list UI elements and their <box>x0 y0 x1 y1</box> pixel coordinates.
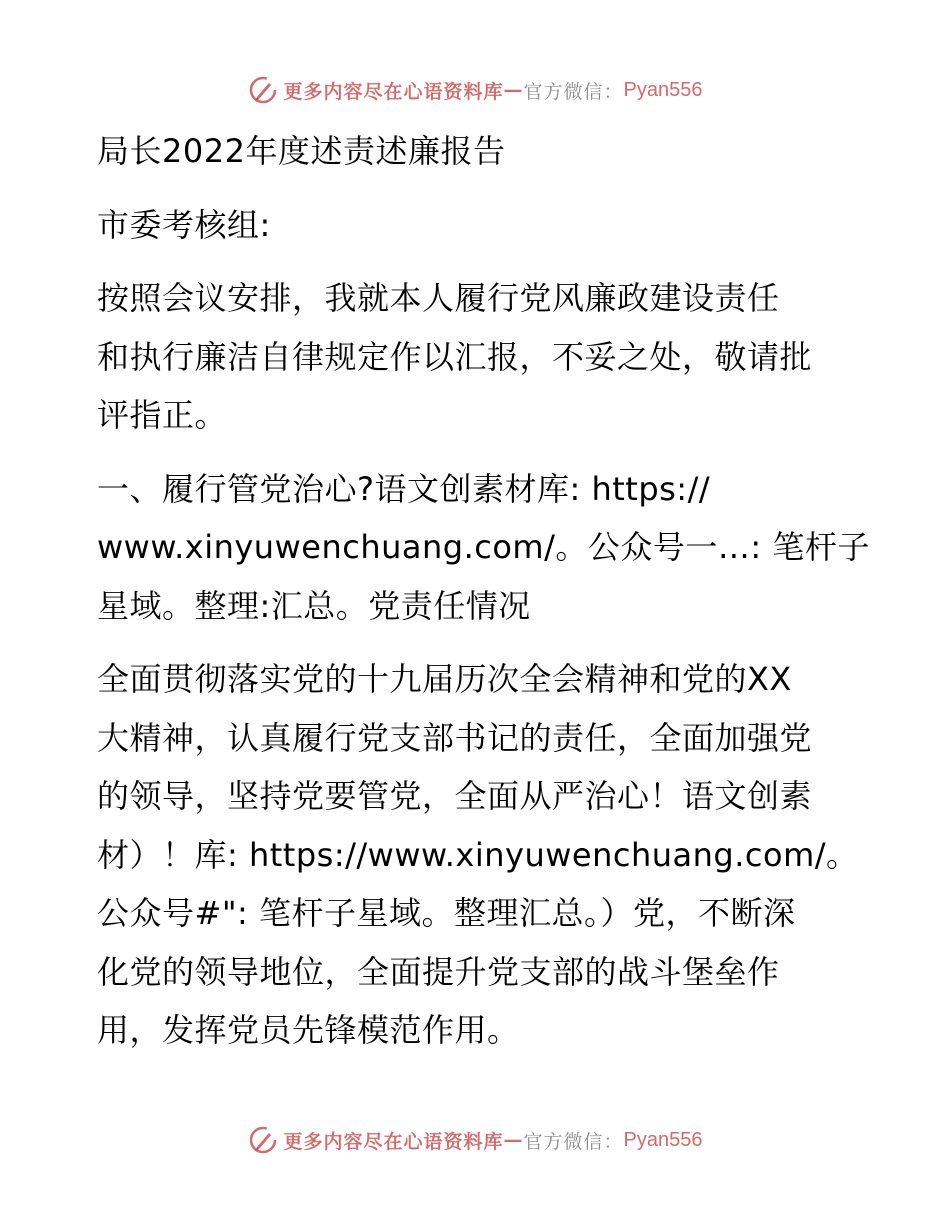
paragraph-line: 星域。整理:汇总。党责任情况 <box>97 586 531 625</box>
paragraph-line: 评指正。 <box>97 396 228 434</box>
paragraph-line: www.xinyuwenchuang.com/。公众号一…: 笔杆子 <box>97 528 870 566</box>
paragraph-line: 全面贯彻落实党的十九届历次全会精神和党的XX <box>97 660 792 698</box>
paragraph-line: 化党的领导地位，全面提升党支部的战斗堡垒作 <box>97 952 780 991</box>
wechat-id: Pyan556 <box>623 1128 703 1151</box>
paragraph-1 <box>97 269 857 445</box>
salutation: 市委考核组: <box>97 205 271 244</box>
paragraph-line: 材）！库: https://www.xinyuwenchuang.com/。 <box>97 835 859 874</box>
quill-logo-icon <box>248 75 278 105</box>
brand-separator: — <box>503 1129 524 1151</box>
quill-logo-icon <box>248 1125 278 1155</box>
paragraph-line: 大精神，认真履行党支部书记的责任，全面加强党 <box>97 718 813 757</box>
header-watermark <box>0 70 950 110</box>
wechat-label: 官方微信： <box>523 80 624 103</box>
paragraph-line: 公众号#": 笔杆子星域。整理汇总。）党，不断深 <box>97 894 796 932</box>
wechat-id: Pyan556 <box>623 78 703 101</box>
brand-text: 更多内容尽在心语资料库 <box>283 1130 504 1153</box>
document-body <box>97 122 870 1060</box>
paragraph-3 <box>97 650 857 1060</box>
wechat-label: 官方微信： <box>523 1130 624 1153</box>
paragraph-line: 的领导，坚持党要管党，全面从严治心！语文创素 <box>97 777 813 815</box>
paragraph-line: 用，发挥党员先锋模范作用。 <box>97 1011 520 1049</box>
paragraph-line: 按照会议安排，我就本人履行党风廉政建设责任 <box>97 279 780 317</box>
brand-text: 更多内容尽在心语资料库 <box>283 80 504 103</box>
document-title: 局长2022年度述责述廉报告 <box>97 132 506 170</box>
paragraph-line: 一、履行管党治心?语文创素材库: https:// <box>97 469 711 508</box>
footer-watermark <box>0 1120 950 1160</box>
paragraph-line: 和执行廉洁自律规定作以汇报，不妥之处，敬请批 <box>97 337 813 376</box>
brand-separator: — <box>503 79 524 101</box>
paragraph-2 <box>97 460 870 636</box>
